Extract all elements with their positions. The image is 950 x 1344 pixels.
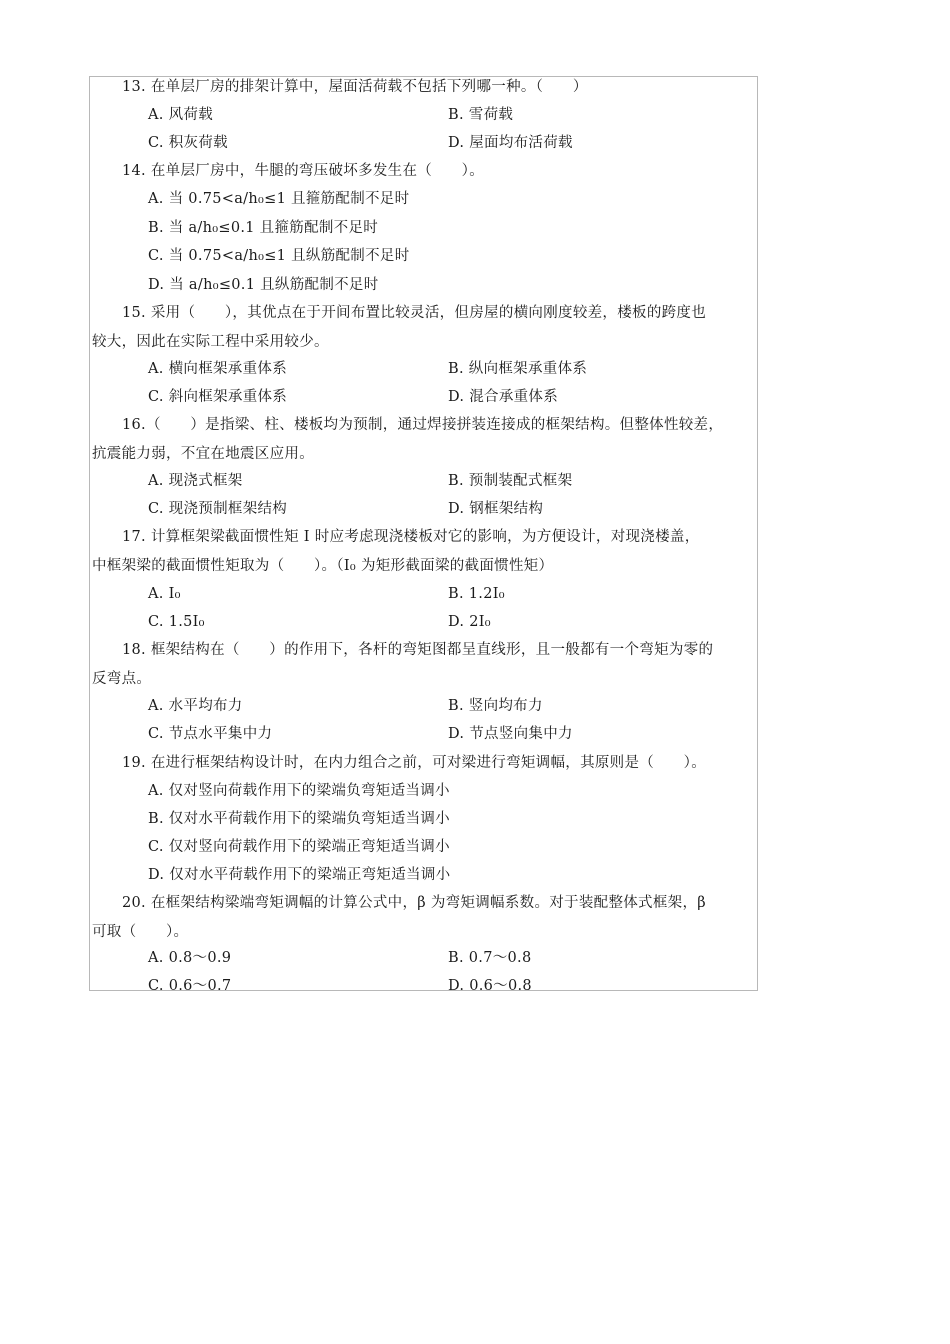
question-17-option-a: A. I₀ (148, 586, 181, 602)
question-14-option-b: B. 当 a/h₀≤0.1 且箍筋配制不足时 (148, 220, 379, 236)
question-14-option-c: C. 当 0.75<a/h₀≤1 且纵筋配制不足时 (148, 248, 410, 264)
question-19-option-b: B. 仅对水平荷载作用下的梁端负弯矩适当调小 (148, 811, 450, 827)
question-16-option-a: A. 现浇式框架 (148, 473, 243, 489)
question-15-stem-line2: 较大，因此在实际工程中采用较少。 (92, 334, 329, 350)
question-15-option-d: D. 混合承重体系 (448, 389, 559, 405)
exam-page (89, 76, 758, 991)
question-17-option-c: C. 1.5I₀ (148, 614, 205, 630)
question-17-stem-line2: 中框架梁的截面惯性矩取为（ ）。（I₀ 为矩形截面梁的截面惯性矩） (92, 558, 554, 574)
question-14-option-a: A. 当 0.75<a/h₀≤1 且箍筋配制不足时 (148, 191, 410, 207)
question-13-option-d: D. 屋面均布活荷载 (448, 135, 573, 151)
question-15-option-a: A. 横向框架承重体系 (148, 361, 287, 377)
question-18-stem-line2: 反弯点。 (92, 671, 152, 687)
question-19-option-c: C. 仅对竖向荷载作用下的梁端正弯矩适当调小 (148, 839, 450, 855)
question-18-option-a: A. 水平均布力 (148, 698, 243, 714)
question-16-stem-line1: 16.（ ）是指梁、柱、楼板均为预制，通过焊接拼装连接成的框架结构。但整体性较差， (122, 417, 724, 433)
question-19-stem: 19. 在进行框架结构设计时，在内力组合之前，可对梁进行弯矩调幅，其原则是（ ）。 (122, 755, 707, 771)
question-20-option-c: C. 0.6～0.7 (148, 978, 232, 991)
question-15-option-b: B. 纵向框架承重体系 (448, 361, 588, 377)
question-19-option-a: A. 仅对竖向荷载作用下的梁端负弯矩适当调小 (148, 783, 450, 799)
question-16-option-c: C. 现浇预制框架结构 (148, 501, 288, 517)
question-15-stem-line1: 15. 采用（ ），其优点在于开间布置比较灵活，但房屋的横向刚度较差，楼板的跨度也 (122, 305, 707, 321)
question-20-stem-line2: 可取（ ）。 (92, 924, 189, 940)
question-18-option-c: C. 节点水平集中力 (148, 726, 273, 742)
question-20-stem-line1: 20. 在框架结构梁端弯矩调幅的计算公式中，β 为弯矩调幅系数。对于装配整体式框架，β (122, 895, 706, 911)
question-17-stem-line1: 17. 计算框架梁截面惯性矩 I 时应考虑现浇楼板对它的影响，为方便设计，对现浇楼盖， (122, 529, 700, 545)
question-16-option-d: D. 钢框架结构 (448, 501, 544, 517)
question-19-option-d: D. 仅对水平荷载作用下的梁端正弯矩适当调小 (148, 867, 451, 883)
question-20-option-b: B. 0.7～0.8 (448, 950, 532, 966)
question-17-option-b: B. 1.2I₀ (448, 586, 505, 602)
question-18-option-d: D. 节点竖向集中力 (448, 726, 573, 742)
question-20-option-d: D. 0.6～0.8 (448, 978, 532, 991)
question-15-option-c: C. 斜向框架承重体系 (148, 389, 288, 405)
question-13-option-c: C. 积灰荷载 (148, 135, 228, 151)
question-20-option-a: A. 0.8～0.9 (148, 950, 232, 966)
question-18-stem-line1: 18. 框架结构在（ ）的作用下，各杆的弯矩图都呈直线形，且一般都有一个弯矩为零的 (122, 642, 714, 658)
question-13-stem: 13. 在单层厂房的排架计算中，屋面活荷载不包括下列哪一种。（ ） (122, 79, 588, 95)
question-13-option-b: B. 雪荷载 (448, 107, 514, 123)
question-13-option-a: A. 风荷载 (148, 107, 213, 123)
question-14-stem: 14. 在单层厂房中，牛腿的弯压破坏多发生在（ ）。 (122, 163, 485, 179)
question-16-option-b: B. 预制装配式框架 (448, 473, 573, 489)
question-17-option-d: D. 2I₀ (448, 614, 491, 630)
question-14-option-d: D. 当 a/h₀≤0.1 且纵筋配制不足时 (148, 277, 379, 293)
question-18-option-b: B. 竖向均布力 (448, 698, 543, 714)
question-16-stem-line2: 抗震能力弱，不宜在地震区应用。 (92, 446, 314, 462)
